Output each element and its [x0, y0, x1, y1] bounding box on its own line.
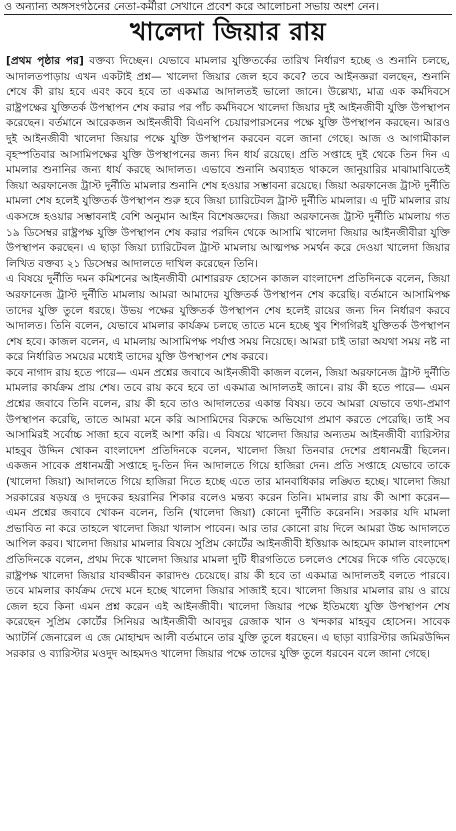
- paragraph-1-text: বক্তব্য দিচ্ছেন। যেভাবে মামলার যুক্তিতর্কের তারিখ নির্ধারণ হচ্ছে ও শুনানি চলছে, আদালতপাড়ায় এখন একটাই প্রশ্ন— খালেদা জিয়ার জেল হবে কবে? তবে আইনজ্ঞরা বলছেন, শুনানি শেষে কী রায় হবে এবং কবে হবে তা একমাত্র আদালতই ভালো জানে। উল্লেখ্য, মাত্র এক কর্মদিবসে রাষ্ট্রপক্ষের যুক্তিতর্ক উপস্থাপন শেষ করার পর পাঁচ কর্মদিবসে খালেদা জিয়ার দুই আইনজীবী যুক্তি উপস্থাপন করেছেন। বর্তমানে আরেকজন আইনজীবী বিএনপি চেয়ারপারসনের পক্ষে যুক্তি উপস্থাপন করছেন। আরও দুই আইনজীবী খালেদা জিয়ার পক্ষে যুক্তি উপস্থাপন করবেন বলে জানা গেছে। আজ ও আগামীকাল বৃহস্পতিবার আসামিপক্ষের যুক্তি উপস্থাপনের জন্য দিন ধার্য রয়েছে। প্রতি সপ্তাহে দুই থেকে তিন দিন এ মামলার শুনানির জন্য ধার্য করছে আদালত। এভাবে শুনানি অব্যাহত থাকলে জানুয়ারির মাঝামাঝিতেই জিয়া অরফানেজ ট্রাস্ট দুর্নীতি মামলার শুনানি শেষ হওয়ার সম্ভাবনা রয়েছে। জিয়া অরফানেজ ট্রাস্ট দুর্নীতি মামলা শেষ হলেই যুক্তিতর্ক উপস্থাপন শুরু হবে জিয়া চ্যারিটেবল ট্রাস্ট দুর্নীতি মামলার। এ দুটি মামলার রায় একসঙ্গে হওয়ার সম্ভাবনাই বেশি অনুমান আইন বিশেষজ্ঞদের। জিয়া অরফানেজ ট্রাস্ট দুর্নীতি মামলায় গত ১৯ ডিসেম্বর রাষ্ট্রপক্ষ যুক্তি উপস্থাপন শেষ করার পরদিন থেকে আসামি খালেদা জিয়ার আইনজীবীরা যুক্তি উপস্থাপন করছেন। এ ছাড়া জিয়া চ্যারিটেবল ট্রাস্ট মামলায় আত্মপক্ষ সমর্থন করে দেওয়া খালেদা জিয়ার লিখিত বক্তব্য ২১ ডিসেম্বর আদালতে দাখিল করেছেন তিনি।: [6, 55, 450, 270]
- paragraph-1: [6, 54, 450, 272]
- previous-article-tail: ও অন্যান্য অঙ্গসংগঠনের নেতা-কর্মীরা সেখানে প্রবেশ করে আলোচনা সভায় অংশ নেন।: [4, 0, 380, 13]
- paragraph-2: এ বিষয়ে দুর্নীতি দমন কমিশনের আইনজীবী মোশাররফ হোসেন কাজল বাংলাদেশ প্রতিদিনকে বলেন, জিয়া অরফানেজ ট্রাস্ট দুর্নীতি মামলায় আমরা আমাদের যুক্তিতর্ক উপস্থাপন শেষ করেছি। বর্তমানে আসামিপক্ষ তাদের যুক্তি তুলে ধরছে। উভয় পক্ষের যুক্তিতর্ক উপস্থাপন শেষ হলেই রায়ের জন্য দিন নির্ধারণ করবে আদালত। তিনি বলেন, যেভাবে মামলার কার্যক্রম চলছে তাতে মনে হচ্ছে খুব শিগগিরই যুক্তিতর্ক উপস্থাপন শেষ হবে। কাজল বলেন, এ মামলায় আসামিপক্ষ পর্যাপ্ত সময় নিয়েছে। আমরা চাই তারা অযথা সময় নষ্ট না করে নির্ধারিত সময়ের মধ্যেই তাদের যুক্তি উপস্থাপন শেষ করবে।: [6, 273, 450, 364]
- article-headline: খালেদা জিয়ার রায়: [129, 17, 327, 46]
- article-body: [0, 51, 456, 824]
- continued-label: [প্রথম পৃষ্ঠার পর]: [6, 55, 84, 67]
- paragraph-3: কবে নাগাদ রায় হতে পারে— এমন প্রশ্নের জবাবে আইনজীবী কাজল বলেন, জিয়া অরফানেজ ট্রাস্ট দুর্নীতি মামলার কার্যক্রম প্রায় শেষ। তবে রায় কবে হবে তা একমাত্র আদালতই জানে। রায় কী হতে পারে— এমন প্রশ্নের জবাবে তিনি বলেন, রায় কী হবে তাও আদালতের একান্ত বিষয়। তবে আমরা যেভাবে তথ্য-প্রমাণ উপস্থাপন করেছি, তাতে আমরা মনে করি আসামিদের বিরুদ্ধে অভিযোগ প্রমাণ করতে পেরেছি। তাই সব আসামিরই সর্বোচ্চ সাজা হবে বলেই আশা করি। এ বিষয়ে খালেদা জিয়ার অন্যতম আইনজীবী ব্যারিস্টার মাহবুব উদ্দিন খোকন বাংলাদেশ প্রতিদিনকে বলেন, খালেদা জিয়া তিনবার দেশের প্রধানমন্ত্রী ছিলেন। একজন সাবেক প্রধানমন্ত্রী সপ্তাহে দু-তিন দিন আদালতে গিয়ে হাজিরা দেন। প্রতি সপ্তাহে যেভাবে তাকে (খালেদা জিয়া) আদালতে গিয়ে হাজিরা দিতে হচ্ছে এতে তার মানবাধিকার লঙ্ঘিত হচ্ছে। খালেদা জিয়া সরকারের ষড়যন্ত্র ও দুদকের হয়রানির শিকার বলেও মন্তব্য করেন তিনি। মামলার রায় কী আশা করেন— এমন প্রশ্নের জবাবে খোকন বলেন, তিনি (খালেদা জিয়া) কোনো দুর্নীতি করেননি। সরকার যদি মামলা প্রভাবিত না করে তাহলে খালেদা জিয়া খালাস পাবেন। আর তার কোনো রায় দিলে আমরা উচ্চ আদালতে আপিল করব। খালেদা জিয়ার মামলার বিষয়ে সুপ্রিম কোর্টের আইনজীবী ইত্তিয়াক আহমেদ কামাল বাংলাদেশ প্রতিদিনকে বলেন, প্রথম দিকে খালেদা জিয়ার মামলা দুটি ধীরগতিতে চললেও শেষের দিকে গতি বেড়েছে। রাষ্ট্রপক্ষ খালেদা জিয়ার যাবজ্জীবন কারাদণ্ড চেয়েছে। রায় কী হবে তা একমাত্র আদালতই বলতে পারবে। তবে মামলার কার্যক্রম দেখে মনে হচ্ছে খালেদা জিয়ার সাজাই হবে। খালেদা জিয়ার মামলার রায় ও রায়ে জেল হবে কিনা এমন প্রশ্ন করেন এই আইনজীবী। খালেদা জিয়ার পক্ষে ইতিমধ্যে যুক্তি উপস্থাপন শেষ করেছেন সুপ্রিম কোর্টের সিনিয়র আইনজীবী আবদুর রেজাক খান ও খন্দকার মাহবুব হোসেন। সাবেক অ্যাটর্নি জেনারেল এ জে মোহাম্মদ আলী বর্তমানে তার যুক্তি তুলে ধরছেন। এ ছাড়া ব্যারিস্টার জমিরউদ্দিন সরকার ও ব্যারিস্টার মওদুদ আহমদও খালেদা জিয়ার পক্ষে তাদের যুক্তি তুলে ধরবেন বলে জানা গেছে।: [6, 366, 450, 660]
